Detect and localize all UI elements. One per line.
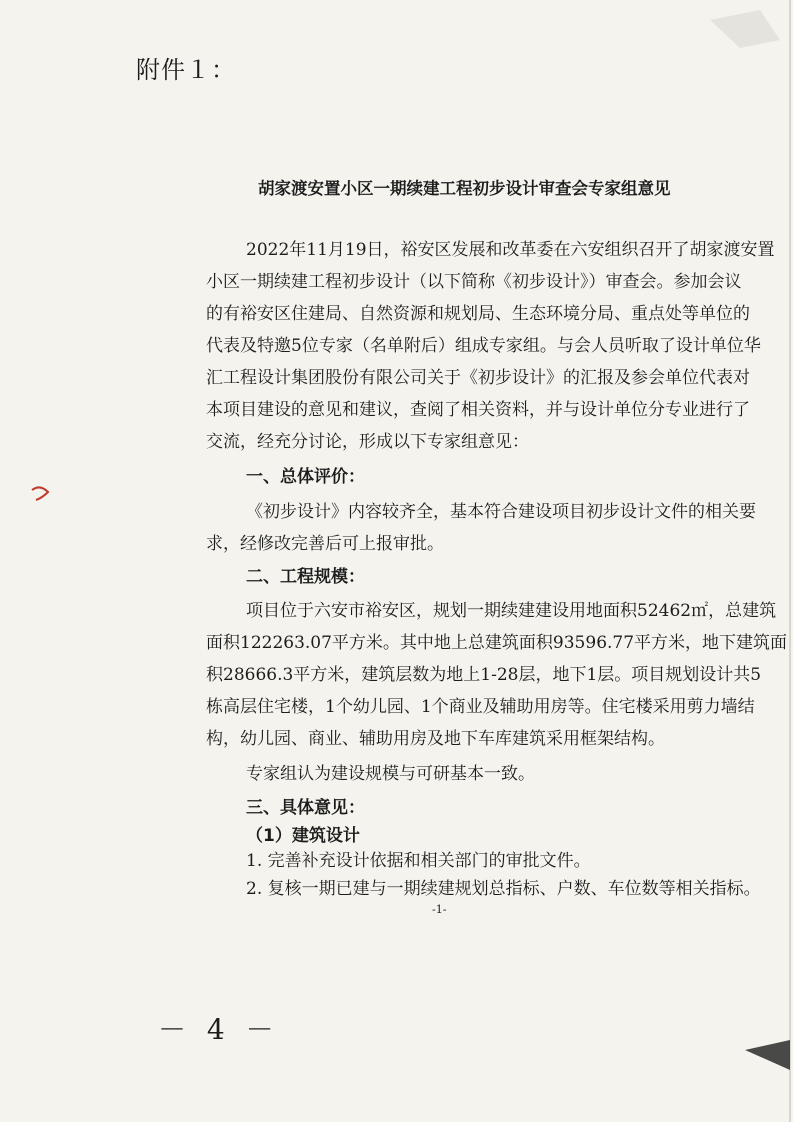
subsection-heading: （1）建筑设计 bbox=[246, 826, 360, 846]
intro-line: 小区一期续建工程初步设计（以下简称《初步设计》）审查会。参加会议 bbox=[206, 272, 742, 292]
list-item: 1. 完善补充设计依据和相关部门的审批文件。 bbox=[246, 851, 591, 871]
intro-line: 的有裕安区住建局、自然资源和规划局、生态环境分局、重点处等单位的 bbox=[206, 304, 750, 324]
intro-line: 交流，经充分讨论，形成以下专家组意见： bbox=[206, 432, 529, 452]
section-line: 积28666.3平方米，建筑层数为地上1-28层，地下1层。项目规划设计共5 bbox=[206, 665, 762, 685]
section-heading: 三、具体意见： bbox=[246, 798, 365, 818]
red-ink-mark bbox=[28, 478, 58, 508]
section-line: 项目位于六安市裕安区，规划一期续建建设用地面积52462㎡，总建筑 bbox=[246, 601, 777, 621]
section-conclusion: 专家组认为建设规模与可研基本一致。 bbox=[246, 764, 535, 784]
red-ink-stroke bbox=[32, 487, 48, 500]
intro-line: 汇工程设计集团股份有限公司关于《初步设计》的汇报及参会单位代表对 bbox=[206, 368, 750, 388]
list-item: 2. 复核一期已建与一期续建规划总指标、户数、车位数等相关指标。 bbox=[246, 879, 761, 899]
intro-line: 2022年11月19日，裕安区发展和改革委在六安组织召开了胡家渡安置 bbox=[246, 240, 775, 260]
inner-page-folio: -1- bbox=[432, 903, 447, 916]
section-line: 构，幼儿园、商业、辅助用房及地下车库建筑采用框架结构。 bbox=[206, 729, 665, 749]
scan-blot-top-right bbox=[710, 10, 780, 48]
section-heading: 一、总体评价： bbox=[246, 467, 365, 487]
scan-edge-mark bbox=[640, 0, 793, 1122]
section-line: 面积122263.07平方米。其中地上总建筑面积93596.77平方米，地下建筑面 bbox=[206, 633, 788, 653]
section-heading: 二、工程规模： bbox=[246, 567, 365, 587]
intro-line: 代表及特邀5位专家（名单附后）组成专家组。与会人员听取了设计单位华 bbox=[206, 336, 761, 356]
document-title: 胡家渡安置小区一期续建工程初步设计审查会专家组意见 bbox=[258, 179, 671, 198]
section-line: 栋高层住宅楼，1个幼儿园、1个商业及辅助用房等。住宅楼采用剪力墙结 bbox=[206, 697, 755, 717]
page-number: － 4 － bbox=[158, 1013, 280, 1046]
scan-corner-bottom-right bbox=[745, 1040, 790, 1070]
attachment-label: 附件１： bbox=[136, 56, 236, 84]
section-line: 《初步设计》内容较齐全，基本符合建设项目初步设计文件的相关要 bbox=[246, 502, 756, 522]
intro-line: 本项目建设的意见和建议，查阅了相关资料，并与设计单位分专业进行了 bbox=[206, 400, 750, 420]
section-line: 求，经修改完善后可上报审批。 bbox=[206, 534, 444, 554]
